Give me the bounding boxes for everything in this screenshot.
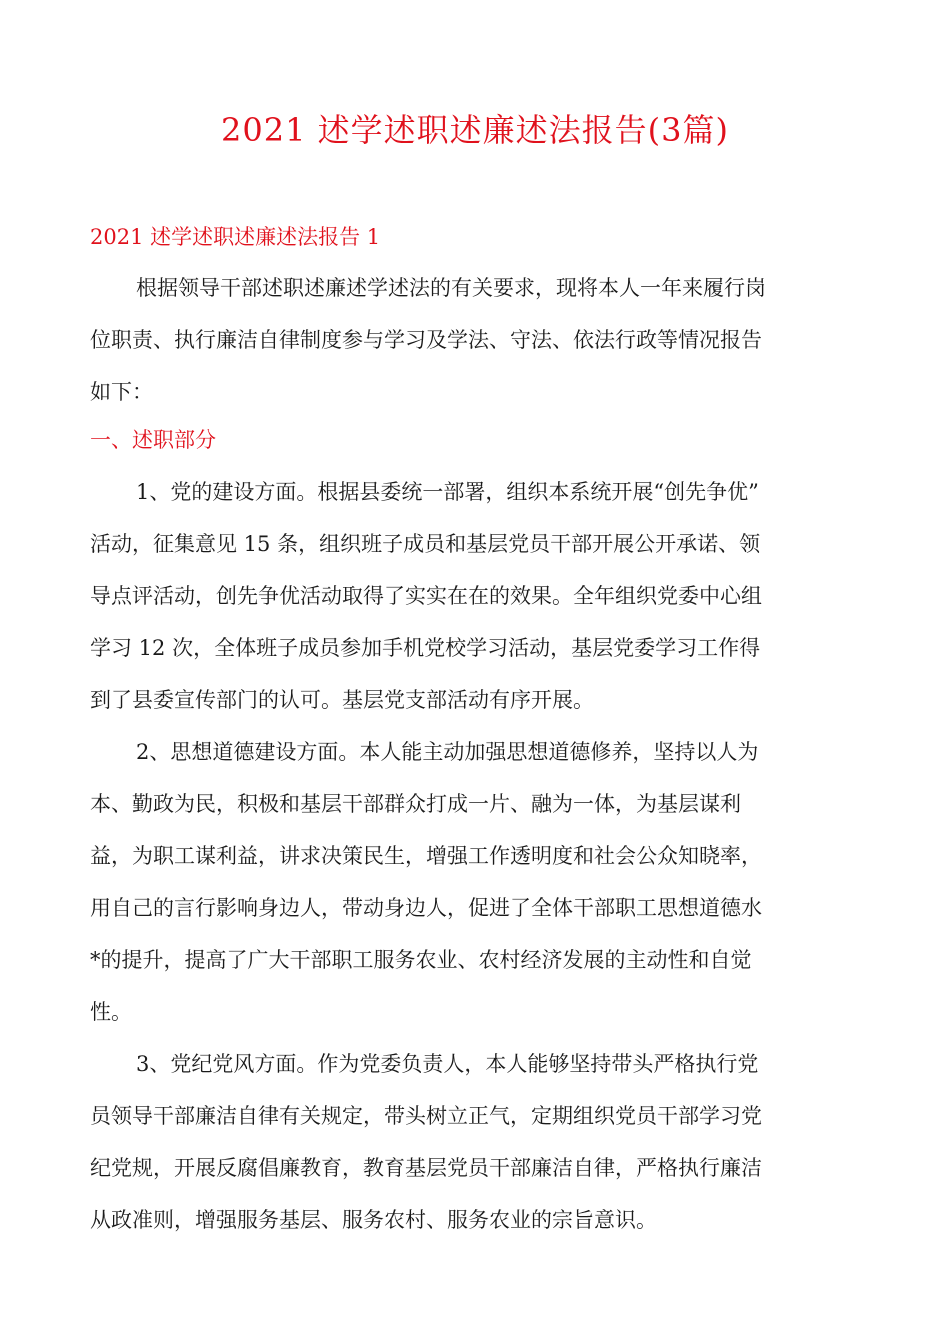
paragraph-party-discipline — [90, 1038, 860, 1246]
document-title: 2021 述学述职述廉述法报告(3篇) — [221, 111, 729, 149]
paragraph-moral-building — [90, 726, 860, 1038]
intro-line: 根据领导干部述职述廉述学述法的有关要求，现将本人一年来履行岗 — [136, 276, 766, 300]
paragraph-line: 导点评活动，创先争优活动取得了实实在在的效果。全年组织党委中心组 — [90, 584, 762, 608]
intro-line: 位职责、执行廉洁自律制度参与学习及学法、守法、依法行政等情况报告 — [90, 328, 762, 352]
paragraph-line: 活动，征集意见 15 条，组织班子成员和基层党员干部开展公开承诺、领 — [90, 532, 761, 556]
paragraph-line: *的提升，提高了广大干部职工服务农业、农村经济发展的主动性和自觉 — [90, 948, 752, 972]
paragraph-line: 学习 12 次，全体班子成员参加手机党校学习活动，基层党委学习工作得 — [90, 636, 761, 660]
paragraph-party-building — [90, 466, 860, 726]
section-heading-shuzhi: 一、述职部分 — [90, 428, 216, 452]
paragraph-line: 益，为职工谋利益，讲求决策民生，增强工作透明度和社会公众知晓率， — [90, 844, 762, 868]
paragraph-line: 从政准则，增强服务基层、服务农村、服务农业的宗旨意识。 — [90, 1208, 657, 1232]
paragraph-line: 员领导干部廉洁自律有关规定，带头树立正气，定期组织党员干部学习党 — [90, 1104, 762, 1128]
intro-paragraph — [90, 262, 860, 418]
paragraph-line: 1、党的建设方面。根据县委统一部署，组织本系统开展“创先争优” — [136, 480, 759, 504]
paragraph-line: 纪党规，开展反腐倡廉教育，教育基层党员干部廉洁自律，严格执行廉洁 — [90, 1156, 762, 1180]
paragraph-line: 用自己的言行影响身边人，带动身边人，促进了全体干部职工思想道德水 — [90, 896, 762, 920]
paragraph-line: 性。 — [90, 1000, 132, 1024]
paragraph-line: 到了县委宣传部门的认可。基层党支部活动有序开展。 — [90, 688, 594, 712]
intro-line: 如下： — [90, 380, 153, 404]
report-subtitle: 2021 述学述职述廉述法报告 1 — [90, 225, 381, 249]
paragraph-line: 3、党纪党风方面。作为党委负责人，本人能够坚持带头严格执行党 — [136, 1052, 759, 1076]
paragraph-line: 本、勤政为民，积极和基层干部群众打成一片、融为一体，为基层谋利 — [90, 792, 741, 816]
paragraph-line: 2、思想道德建设方面。本人能主动加强思想道德修养，坚持以人为 — [136, 740, 759, 764]
